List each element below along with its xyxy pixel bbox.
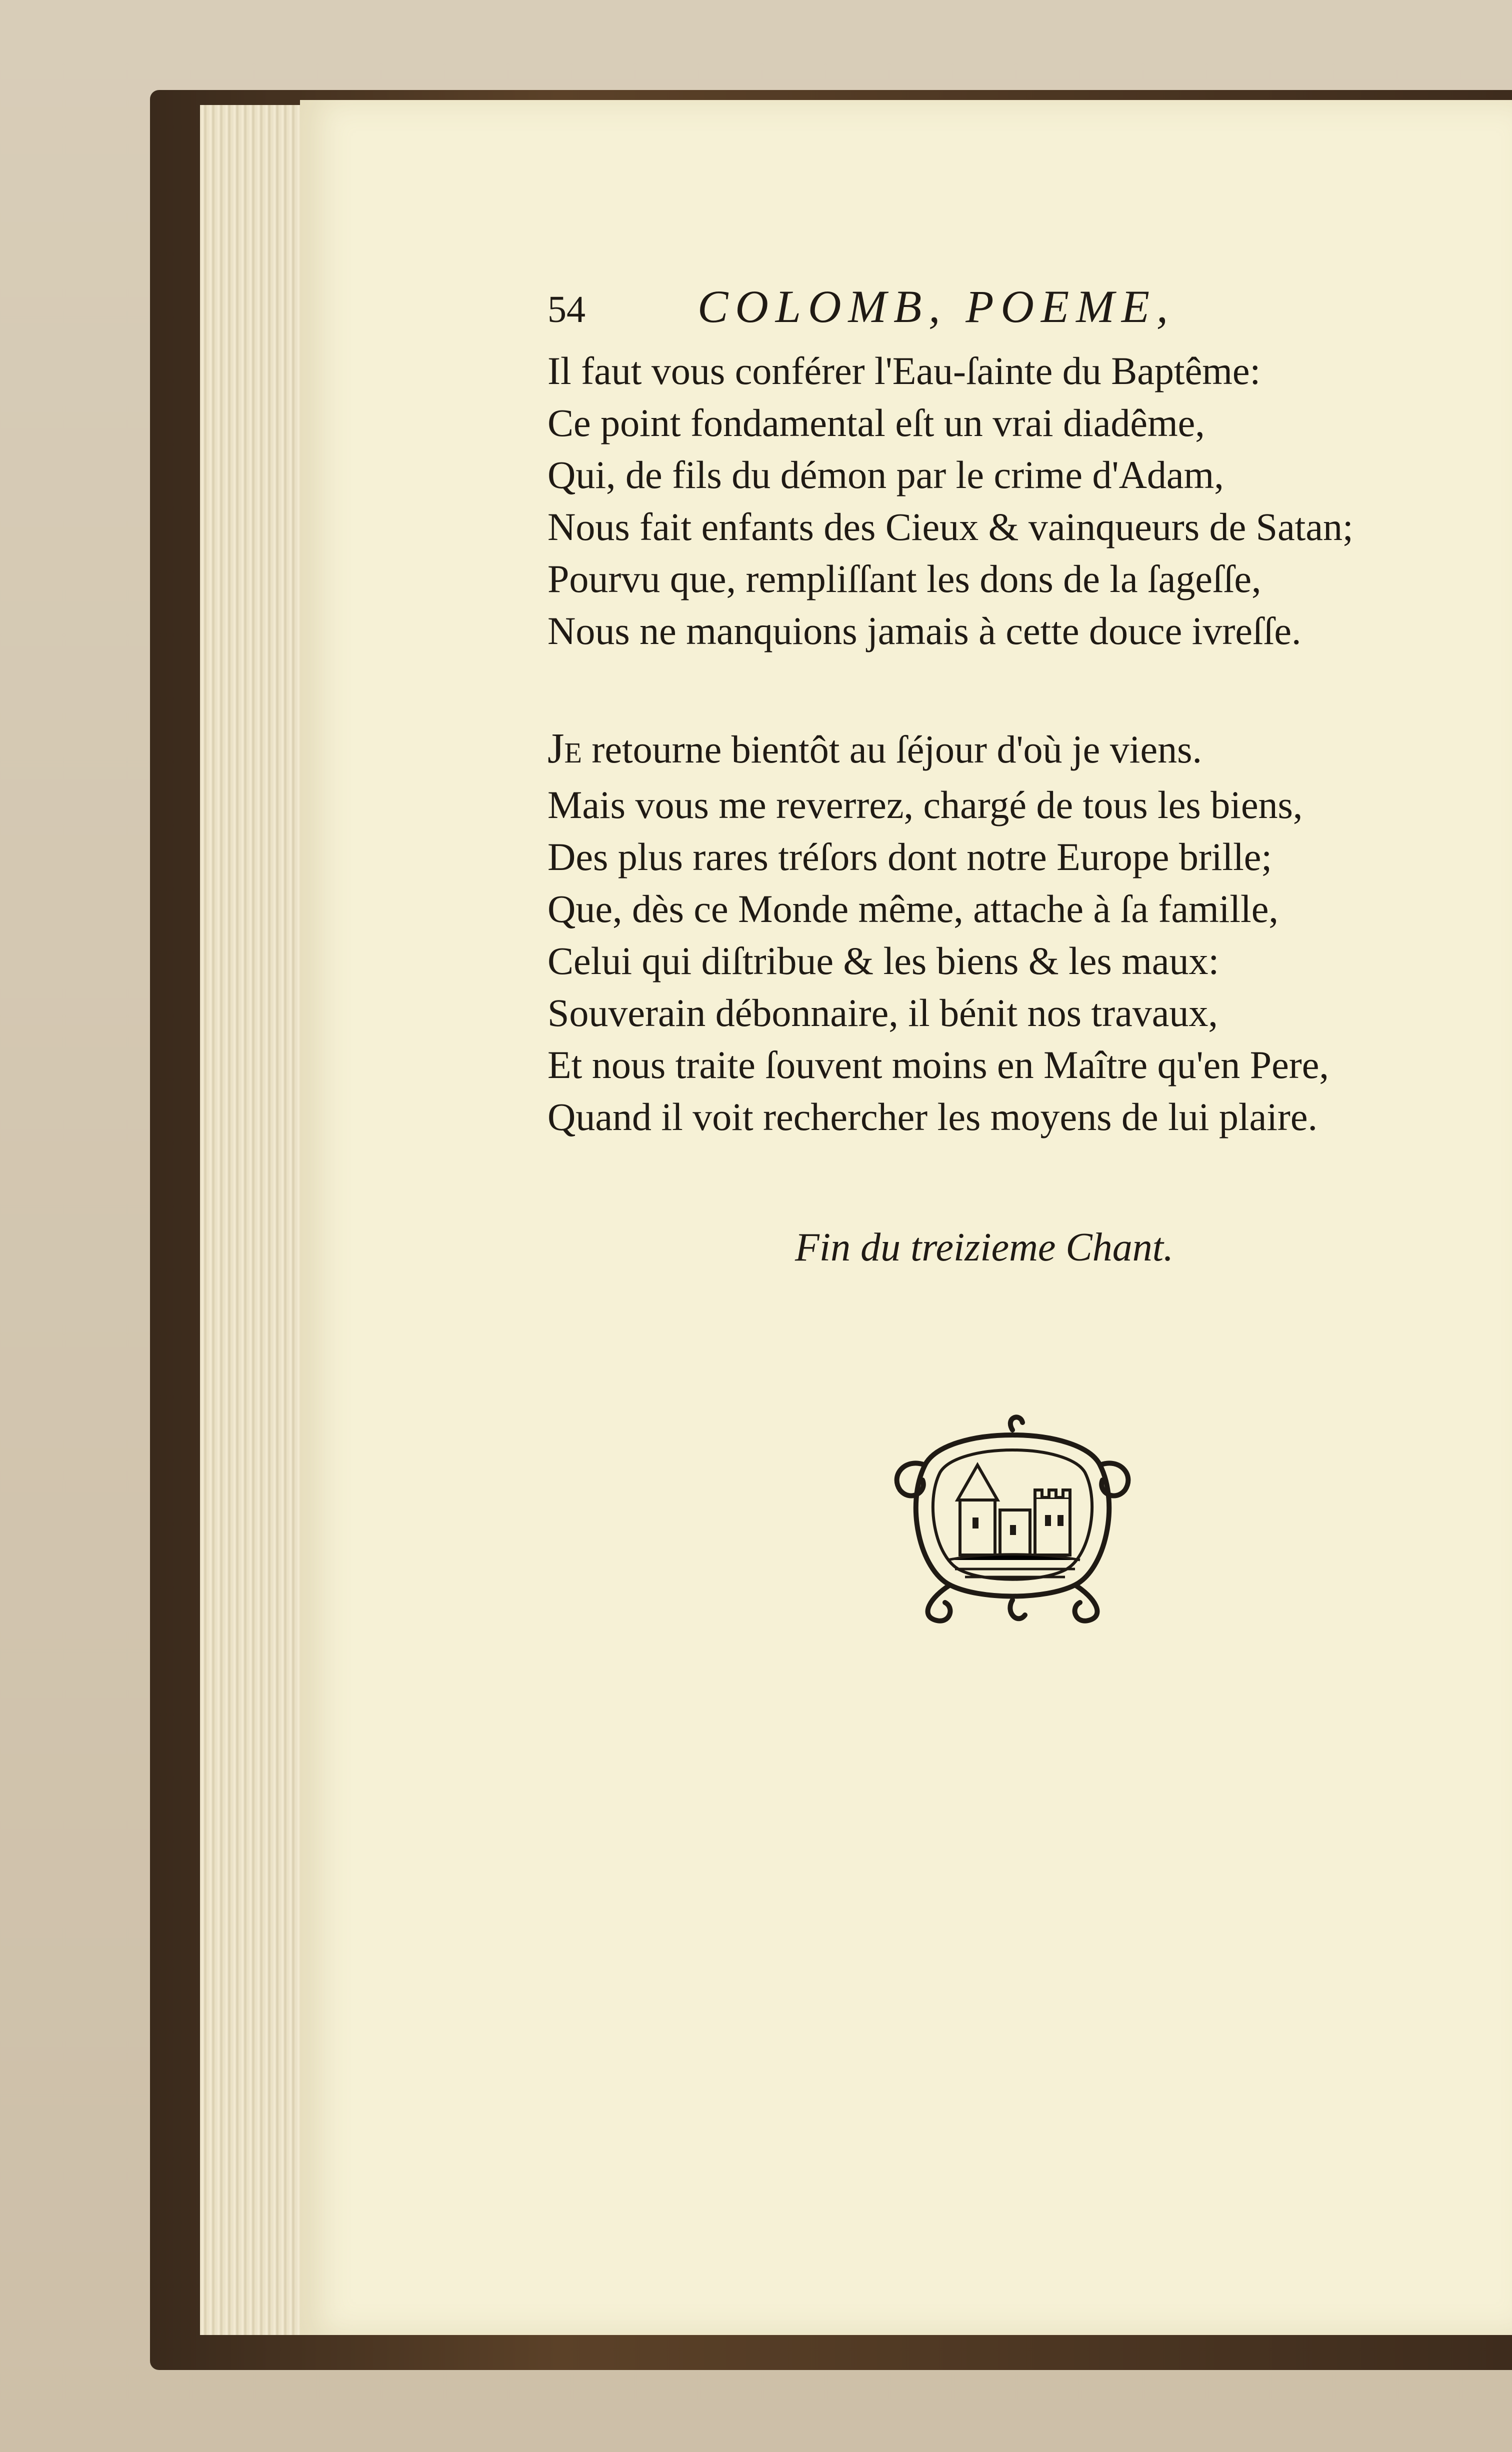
- verse-line: Que, dès ce Monde même, attache à ſa famille,: [548, 887, 1278, 930]
- verse-line: Qui, de fils du démon par le crime d'Adam,: [548, 453, 1224, 496]
- first-line-text: retourne bientôt au ſéjour d'où je viens.: [582, 728, 1202, 771]
- verse-line: Nous ne manquions jamais à cette douce ivreſſe.: [548, 609, 1302, 652]
- stanza-2: [548, 722, 1498, 1143]
- verse-line: Pourvu que, rempliſſant les dons de la ſageſſe,: [548, 557, 1262, 600]
- stanza-gap: [548, 657, 1498, 722]
- verse-line: Celui qui diſtribue & les biens & les maux:: [548, 939, 1220, 982]
- verse-line: Mais vous me reverrez, chargé de tous les biens,: [548, 783, 1303, 826]
- small-cap: E: [564, 736, 582, 769]
- castle-vignette-ornament: [885, 1410, 1140, 1630]
- verse-line: Souverain débonnaire, il bénit nos travaux,: [548, 991, 1218, 1034]
- verse-line: Nous fait enfants des Cieux & vainqueurs de Satan;: [548, 505, 1354, 548]
- verse-line: Il faut vous conférer l'Eau-ſainte du Baptême:: [548, 349, 1261, 392]
- colophon: Fin du treizieme Chant.: [795, 1226, 1174, 1270]
- verse-line: Ce point fondamental eſt un vrai diadême,: [548, 401, 1205, 444]
- page-text: [548, 280, 1498, 1143]
- stanza-1: [548, 345, 1498, 657]
- page-header: [548, 280, 1498, 345]
- running-title: COLOMB, POEME,: [698, 281, 1175, 332]
- verse-line-first: [548, 722, 1498, 779]
- drop-cap: J: [548, 724, 564, 772]
- page-number: 54: [548, 288, 586, 330]
- verse-line: Et nous traite ſouvent moins en Maître qu'en Pere,: [548, 1043, 1329, 1086]
- verse-line: Des plus rares tréſors dont notre Europe brille;: [548, 835, 1272, 878]
- verse-line: Quand il voit rechercher les moyens de lui plaire.: [548, 1095, 1318, 1138]
- page-edges: [200, 105, 306, 2335]
